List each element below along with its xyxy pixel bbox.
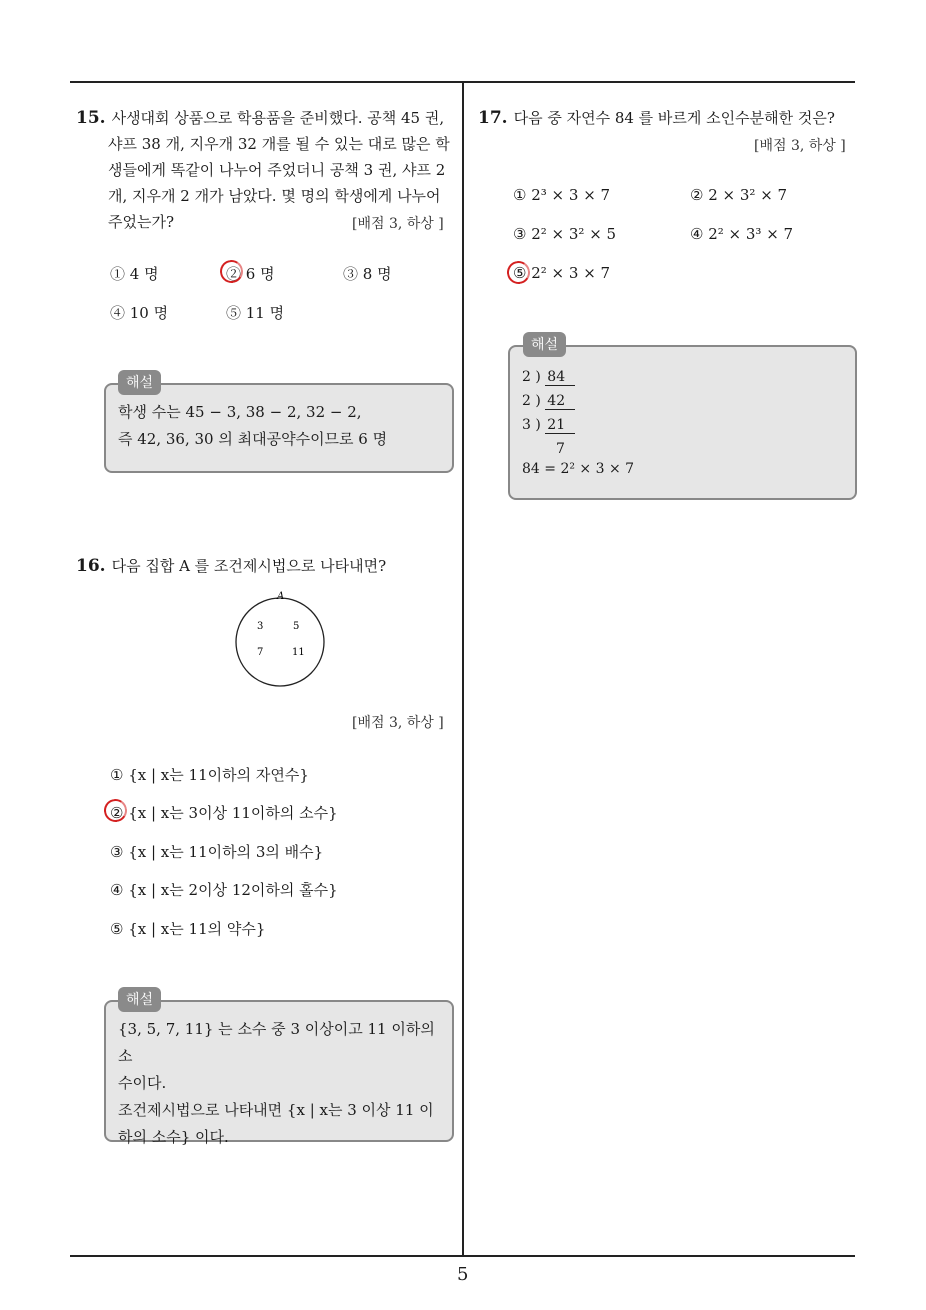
option-2[interactable]: ② 2 × 3² × 7 (690, 186, 788, 204)
solution-line: 조건제시법으로 나타내면 {x | x는 3 이상 11 이 (118, 1101, 434, 1119)
dividend: 84 (545, 369, 575, 386)
division-row: 3 ) 21 (522, 413, 843, 437)
dividend: 21 (545, 417, 575, 434)
solution-line: 수이다. (118, 1074, 167, 1092)
division-row: 2 ) 42 (522, 389, 843, 413)
question-number: 15. (76, 108, 106, 128)
option-3[interactable]: ③ {x | x는 11이하의 3의 배수} (110, 843, 324, 861)
solution-tag: 해설 (118, 987, 161, 1012)
venn-diagram (226, 588, 336, 698)
option-2[interactable]: ② {x | x는 3이상 11이하의 소수} (110, 804, 338, 822)
option-3[interactable]: ③ 8 명 (343, 265, 392, 283)
option-1[interactable]: ① 4 명 (110, 265, 159, 283)
page-number: 5 (457, 1264, 469, 1285)
division-quotient: 7 (556, 441, 565, 457)
option-5[interactable]: ⑤ 2² × 3 × 7 (513, 264, 611, 282)
option-5[interactable]: ⑤ 11 명 (226, 304, 285, 322)
venn-element: 3 (257, 621, 264, 632)
solution-box (508, 345, 857, 500)
solution-result: 84 = 2² × 3 × 7 (522, 461, 635, 477)
option-5[interactable]: ⑤ {x | x는 11의 약수} (110, 920, 266, 938)
option-2[interactable]: ② 6 명 (226, 265, 275, 283)
venn-set-label: A (277, 591, 285, 602)
dividend: 42 (545, 393, 575, 410)
option-3[interactable]: ③ 2² × 3² × 5 (513, 225, 617, 243)
solution-tag: 해설 (523, 332, 566, 357)
solution-line: {3, 5, 7, 11} 는 소수 중 3 이상이고 11 이하의 소 (118, 1020, 435, 1065)
solution-tag: 해설 (118, 370, 161, 395)
solution-line: 즉 42, 36, 30 의 최대공약수이므로 6 명 (118, 430, 388, 448)
score-meta: [배점 3, 하상 ] (352, 715, 444, 731)
question-text: 다음 중 자연수 84 를 바르게 소인수분해한 것은? (513, 109, 835, 127)
solution-box (104, 1000, 454, 1146)
option-4[interactable]: ④ {x | x는 2이상 12이하의 홀수} (110, 881, 338, 899)
answer-mark (505, 259, 532, 286)
venn-element: 11 (292, 647, 305, 658)
divisor: 3 (522, 417, 531, 433)
option-1[interactable]: ① {x | x는 11이하의 자연수} (110, 766, 309, 784)
question-number: 16. (76, 556, 106, 576)
option-1[interactable]: ① 2³ × 3 × 7 (513, 186, 611, 204)
venn-element: 7 (257, 647, 264, 658)
divisor: 2 (522, 369, 531, 385)
option-4[interactable]: ④ 2² × 3³ × 7 (690, 225, 794, 243)
question-text: 다음 집합 A 를 조건제시법으로 나타내면? (111, 557, 387, 575)
score-meta: [배점 3, 하상 ] (754, 138, 846, 154)
option-4[interactable]: ④ 10 명 (110, 304, 169, 322)
bottom-rule (70, 1255, 855, 1257)
divisor: 2 (522, 393, 531, 409)
column-divider (462, 82, 464, 1257)
question-text-line: 주었는가? (108, 213, 175, 231)
solution-line: 하의 소수} 이다. (118, 1128, 229, 1146)
question-number: 17. (478, 108, 508, 128)
solution-box (104, 383, 454, 473)
division-row: 2 ) 84 (522, 365, 843, 389)
question-text-line: 샤프 38 개, 지우개 32 개를 될 수 있는 대로 많은 학 (108, 135, 450, 153)
score-meta: [배점 3, 하상 ] (352, 216, 444, 232)
question-text-line: 사생대회 상품으로 학용품을 준비했다. 공책 45 권, (111, 109, 445, 127)
solution-line: 학생 수는 45 − 3, 38 − 2, 32 − 2, (118, 403, 362, 421)
question-text-line: 생들에게 똑같이 나누어 주었더니 공책 3 권, 샤프 2 (108, 161, 446, 179)
venn-element: 5 (293, 621, 300, 632)
question-text-line: 개, 지우개 2 개가 남았다. 몇 명의 학생에게 나누어 (108, 187, 441, 205)
